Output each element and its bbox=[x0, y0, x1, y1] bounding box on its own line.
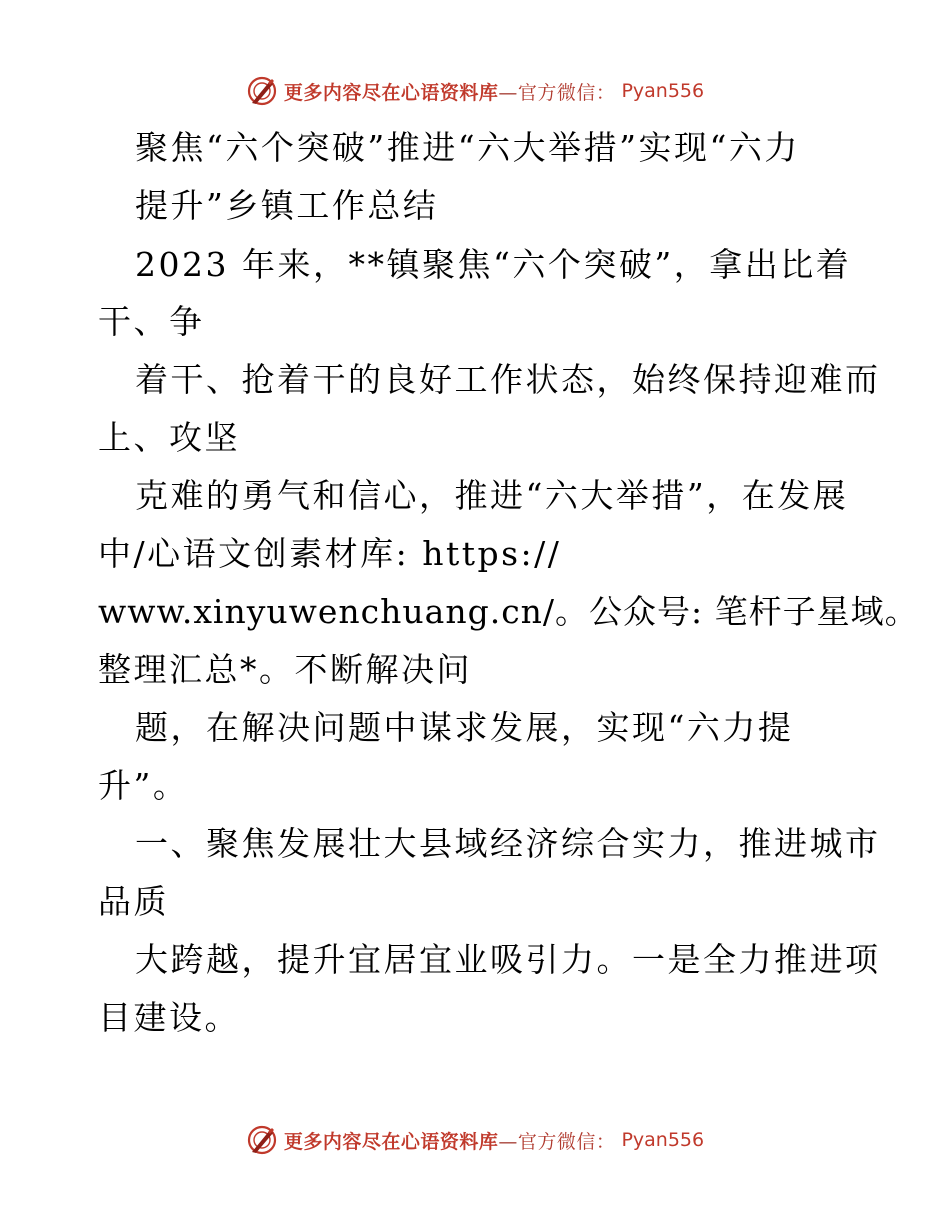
section-heading-line: 品质 bbox=[98, 882, 169, 921]
quill-pen-logo-icon bbox=[246, 1124, 278, 1156]
section-heading-line: 一、聚焦发展壮大县域经济综合实力，推进城市 bbox=[135, 824, 881, 863]
document-title-line-2: 提升”乡镇工作总结 bbox=[135, 186, 439, 225]
footer-banner bbox=[0, 1120, 950, 1160]
wechat-id: Pyan556 bbox=[621, 1129, 705, 1151]
paragraph-line: 中/心语文创素材库: https:// bbox=[98, 534, 562, 573]
paragraph-line: 升”。 bbox=[98, 766, 189, 805]
paragraph-line: 克难的勇气和信心，推进“六大举措”，在发展 bbox=[135, 476, 849, 515]
paragraph-line: 大跨越，提升宜居宜业吸引力。一是全力推进项 bbox=[135, 940, 881, 979]
paragraph-line: www.xinyuwenchuang.cn/。公众号: 笔杆子星域。 bbox=[98, 592, 919, 631]
quill-pen-logo-icon bbox=[246, 75, 278, 107]
banner-slogan: 更多内容尽在心语资料库—官方微信： bbox=[283, 1130, 616, 1153]
paragraph-line: 干、争 bbox=[98, 302, 205, 341]
paragraph-line: 整理汇总*。不断解决问 bbox=[98, 650, 472, 689]
paragraph-line: 目建设。 bbox=[98, 998, 240, 1037]
document-title-line-1: 聚焦“六个突破”推进“六大举措”实现“六力 bbox=[135, 128, 800, 167]
paragraph-line: 着干、抢着干的良好工作状态，始终保持迎难而 bbox=[135, 360, 881, 399]
header-banner bbox=[0, 71, 950, 111]
paragraph-line: 题，在解决问题中谋求发展，实现“六力提 bbox=[135, 708, 794, 747]
banner-slogan: 更多内容尽在心语资料库—官方微信： bbox=[283, 81, 616, 104]
paragraph-line: 2023 年来，**镇聚焦“六个突破”，拿出比着 bbox=[135, 245, 852, 284]
wechat-id: Pyan556 bbox=[621, 80, 705, 102]
paragraph-line: 上、攻坚 bbox=[98, 418, 240, 457]
